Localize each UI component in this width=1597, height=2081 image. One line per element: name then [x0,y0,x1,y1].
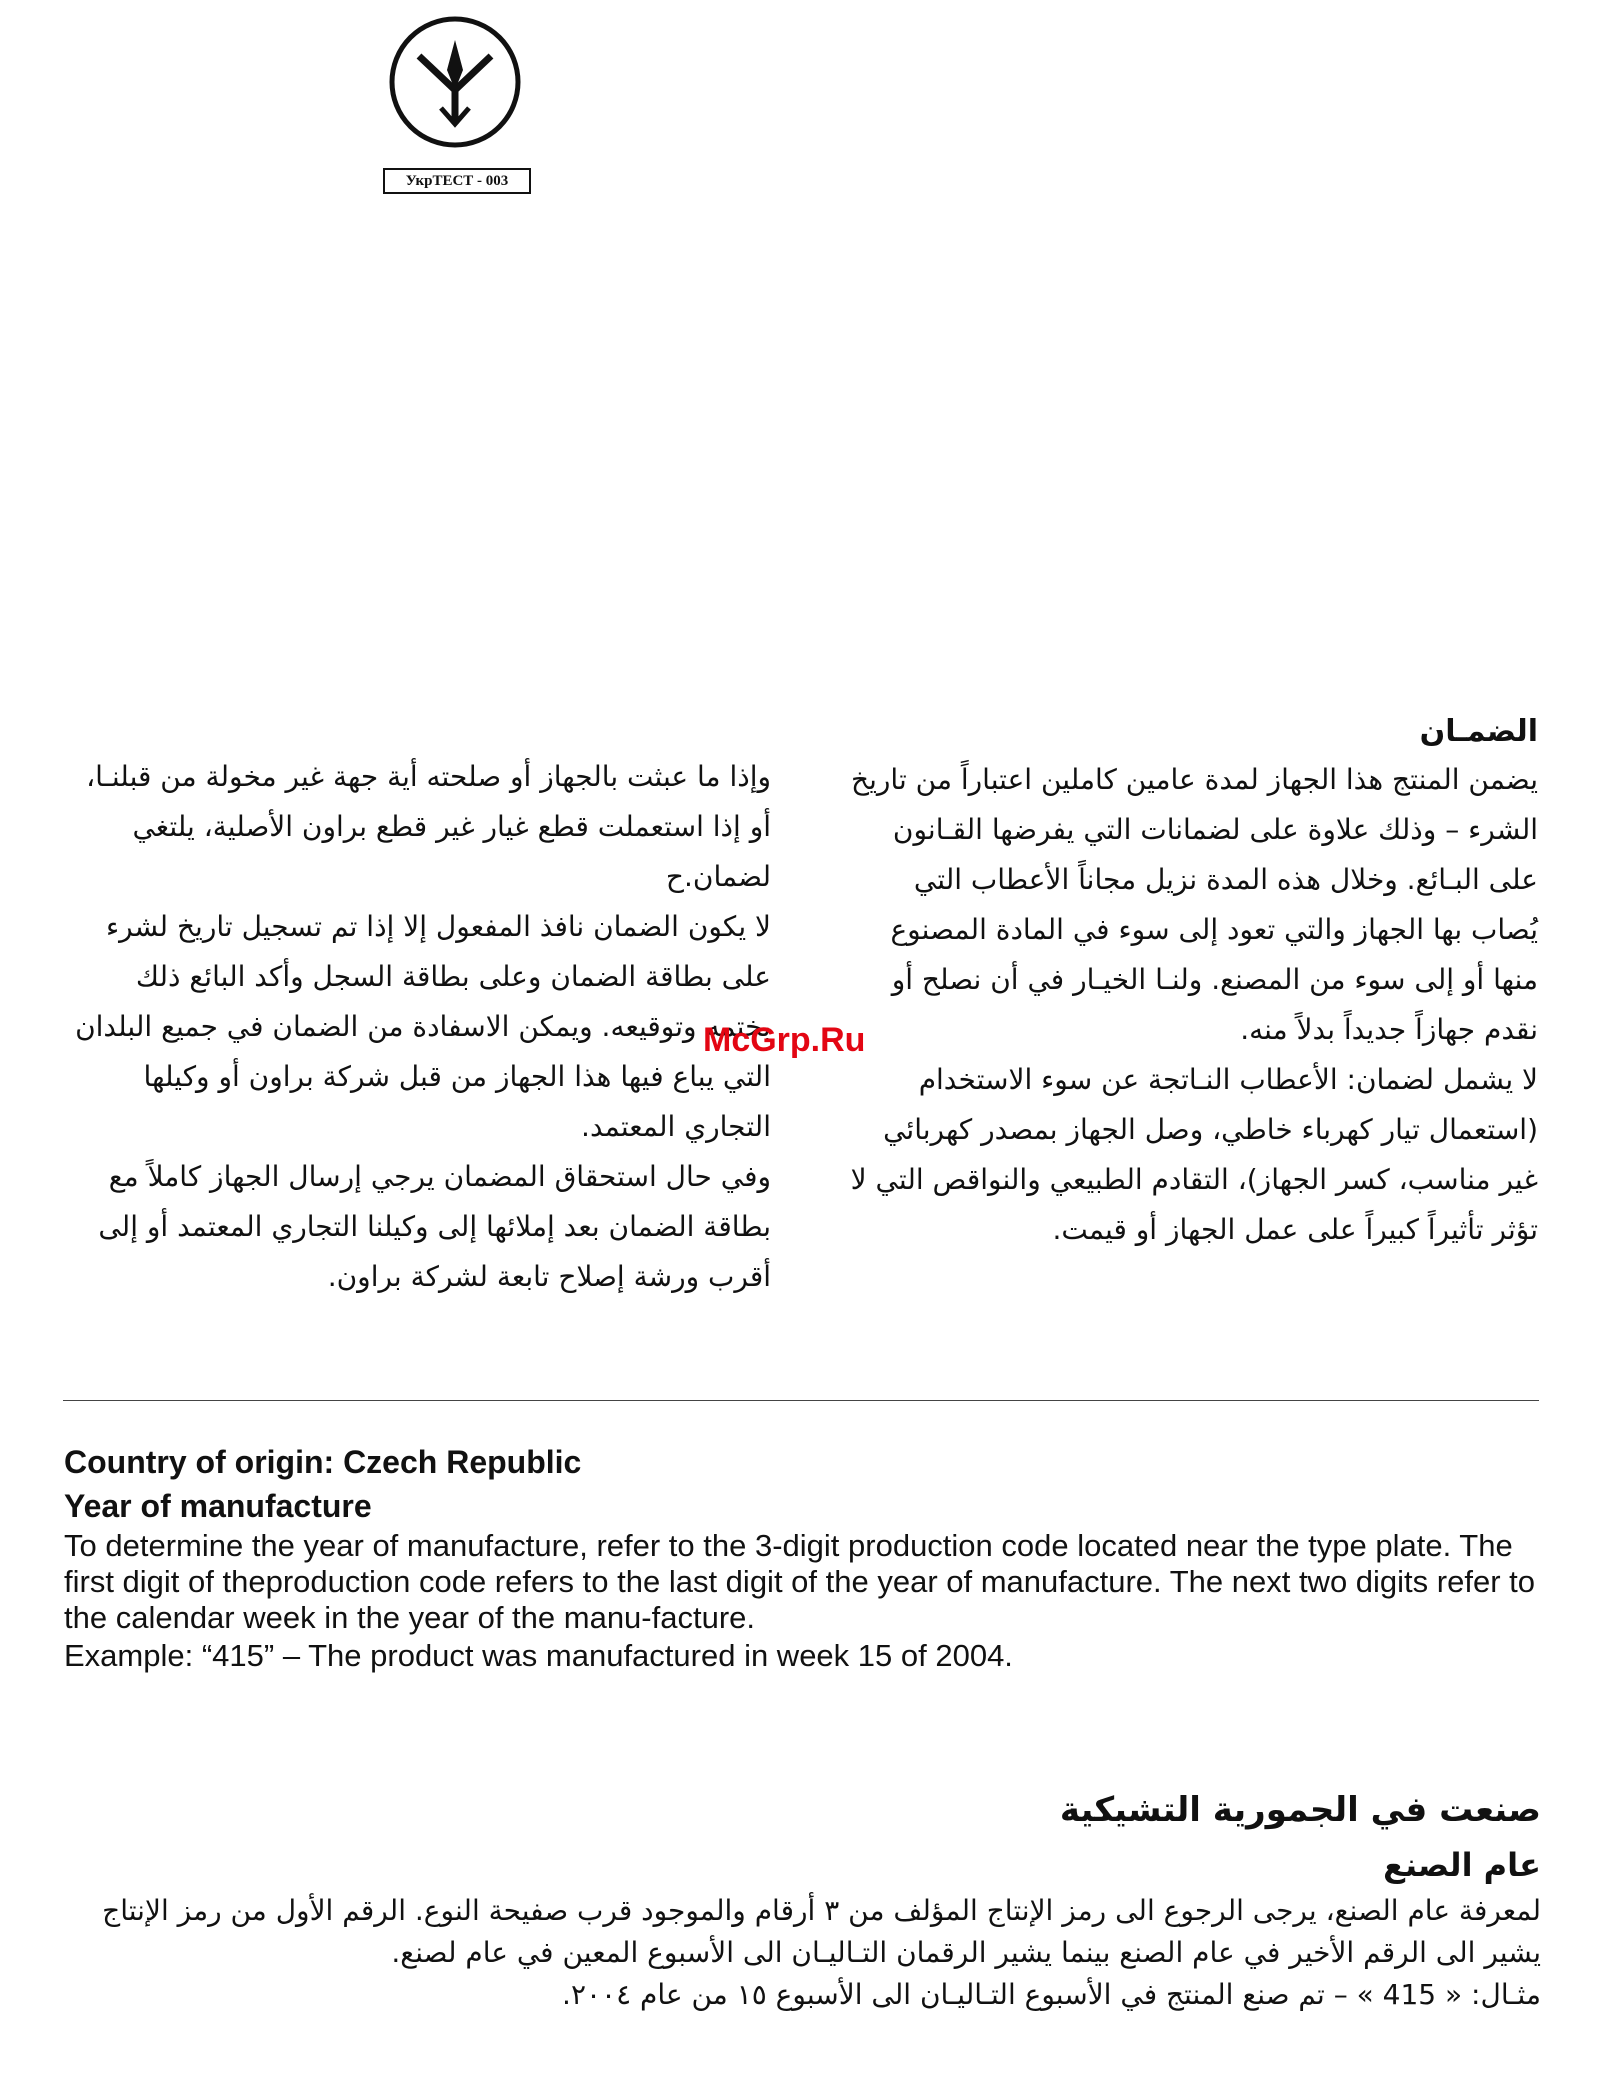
year-of-manufacture-body-ar: لمعرفة عام الصنع، يرجى الرجوع الى رمز الإنتاج المؤلف من ٣ أرقام والموجود قرب صفيحة النوع. الرقم الأول من رمز الإنتاج يشير الى الرقم الأخير في عام الصنع بينما يشير الرقمان التـاليـان الى الأسبوع المعين في عام لصنع. [102,1894,1541,1969]
country-of-origin-heading: Country of origin: Czech Republic [64,1444,582,1480]
guarantee-paragraph: لا يكون الضمان نافذ المفعول إلا إذا تم تسجيل تاريخ لشرء على بطاقة الضمان وعلى بطاقة السجل وأكد البائع ذلك بختمه وتوقيعه. ويمكن الاسفادة من الضمان في جميع البلدان التي يباع فيها هذا الجهاز من قبل شركة براون أو وكيلها التجاري المعتمد. [75,910,771,1143]
guarantee-paragraph: وإذا ما عبثت بالجهاز أو صلحته أية جهة غير مخولة من قبلنـا، أو إذا استعملت قطع غيار غير قطع براون الأصلية، يلتغي لضمان.ح [86,760,771,893]
country-of-origin-heading-ar: صنعت في الجمورية التشيكية [1059,1790,1541,1830]
guarantee-arabic-left-column [63,752,771,1302]
year-of-manufacture-example-ar: مثـال: « 415 » – تم صنع المنتج في الأسبوع التـاليـان الى الأسبوع ١٥ من عام ٢٠٠٤. [562,1978,1541,2011]
ukrtest-certification-mark-icon [385,12,525,152]
year-of-manufacture-heading-ar: عام الصنع [1383,1846,1541,1884]
guarantee-paragraph: يضمن المنتج هذا الجهاز لمدة عامين كاملين اعتباراً من تاريخ الشرء – وذلك علاوة على لضمانات التي يفرضها القـانون على البـائع. وخلال هذه المدة نزيل مجاناً الأعطاب التي يُصاب بها الجهاز والتي تعود إلى سوء في المادة المصنوع منها أو إلى سوء من المصنع. ولنـا الخيـار في أن نصلح أو نقدم جهازاً جديداً بدلاً منه. [851,763,1538,1046]
site-watermark: McGrp.Ru [703,1021,866,1059]
year-of-manufacture-example: Example: “415” – The product was manufactured in week 15 of 2004. [64,1638,1013,1673]
guarantee-arabic-right-column [843,709,1538,1255]
guarantee-exclusions-paragraph: لا يشمل لضمان: الأعطاب النـاتجة عن سوء الاستخدام (استعمال تيار كهرباء خاطي، وصل الجهاز بمصدر كهربائي غير مناسب، كسر الجهاز)، التقادم الطبيعي والنواقص التي لا تؤثر تأثيراً كبيراً على عمل الجهاز أو قيمت. [850,1063,1538,1246]
year-of-manufacture-heading: Year of manufacture [64,1488,372,1524]
certification-code-label: УкрТЕСТ - 003 [383,168,531,194]
guarantee-title: الضمـان [1419,714,1538,749]
guarantee-paragraph: وفي حال استحقاق المضمان يرجي إرسال الجهاز كاملاً مع بطاقة الضمان بعد إملائها إلى وكيلنا التجاري المعتمد أو إلى أقرب ورشة إصلاح تابعة لشركة براون. [98,1160,771,1293]
year-of-manufacture-body: To determine the year of manufacture, refer to the 3-digit production code located near the type plate. The first digit of theproduction code refers to the last digit of the year of manufacture. The next two digits refer to the calendar week in the year of the manu-facture. [64,1528,1535,1635]
section-divider [63,1400,1539,1401]
origin-arabic-section [63,1780,1541,2016]
origin-english-section [64,1440,1544,1674]
